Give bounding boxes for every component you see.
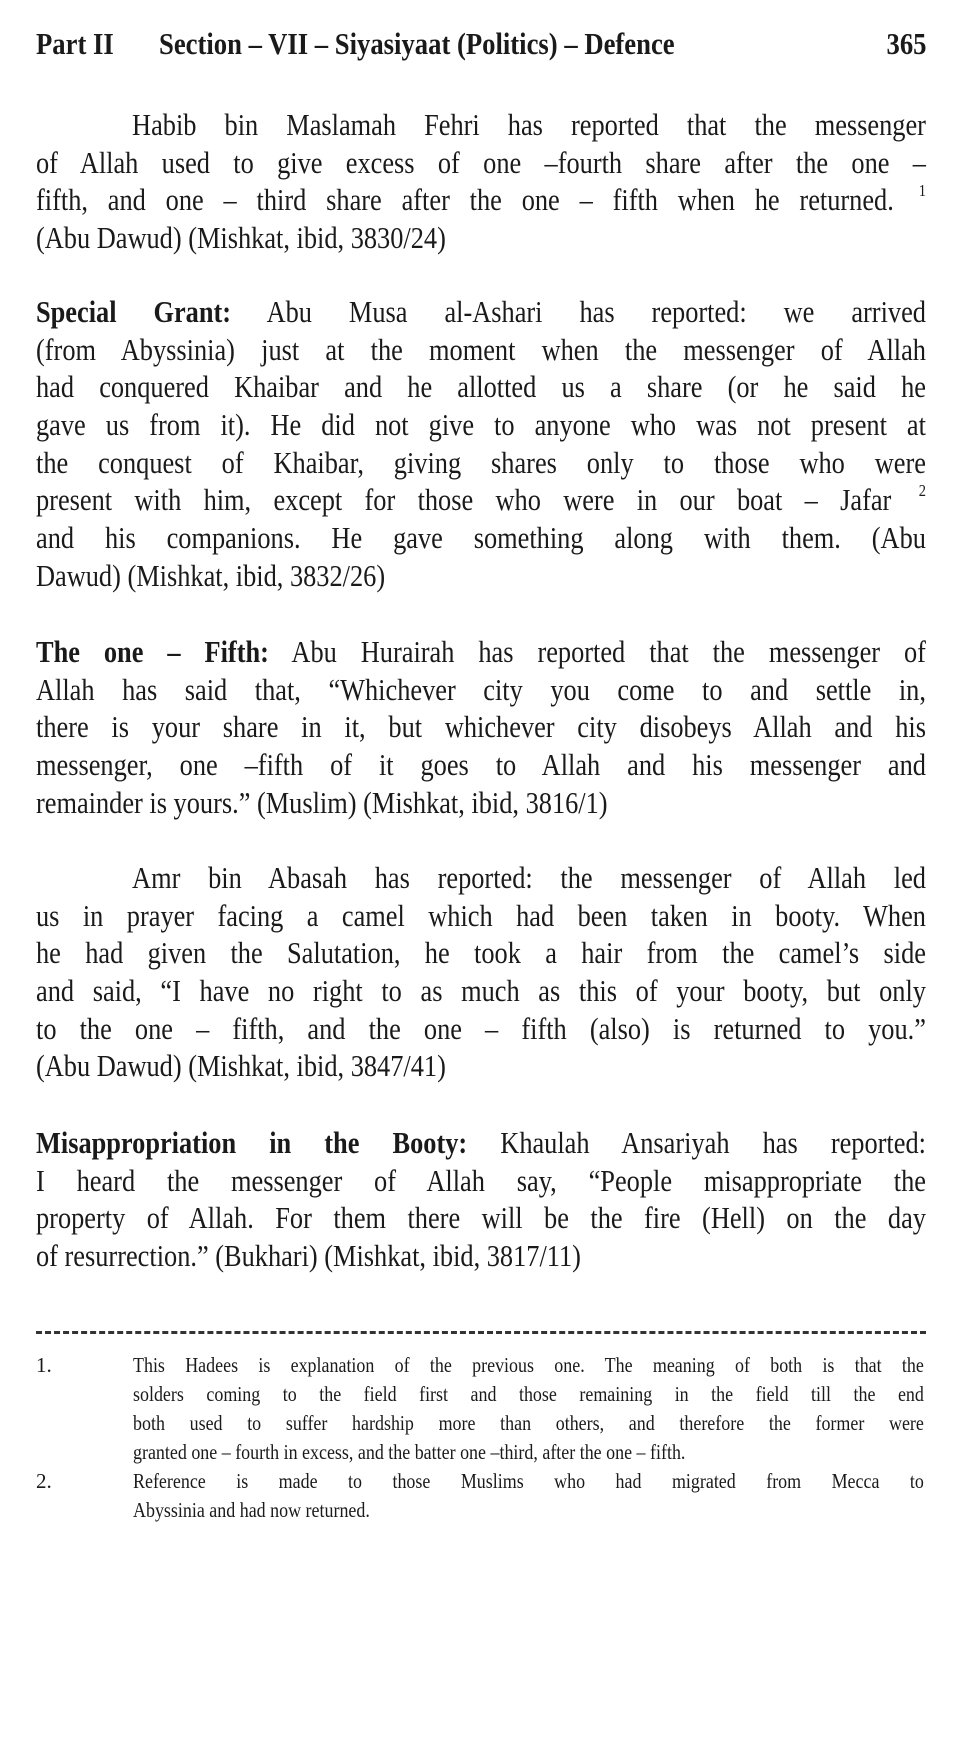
text-line: of resurrection.” (Bukhari) (Mishkat, ibid, 3817/11) bbox=[36, 1238, 581, 1274]
text-line: he had given the Salutation, he took a hair from the camel’s side bbox=[36, 935, 926, 971]
text-line: Misappropriation in the Booty: Khaulah Ansariyah has reported: bbox=[36, 1125, 926, 1160]
text-line: Special Grant: Abu Musa al-Ashari has reported: we arrived bbox=[36, 294, 926, 329]
text-line: present with him, except for those who were in our boat – Jafar $^2$ bbox=[36, 481, 926, 518]
text-line: granted one – fourth in excess, and the batter one –third, after the one – fifth. bbox=[133, 1440, 686, 1464]
paragraph bbox=[36, 633, 926, 821]
section-heading: Special Grant: bbox=[36, 294, 232, 329]
text-line: the conquest of Khaibar, giving shares only to those who were bbox=[36, 444, 926, 480]
text-line: both used to suffer hardship more than others, and therefore the former were bbox=[133, 1411, 924, 1435]
header-part: Part II bbox=[36, 26, 114, 61]
text-line: Allah has said that, “Whichever city you come to and settle in, bbox=[36, 671, 926, 707]
paragraph bbox=[36, 106, 926, 257]
paragraph bbox=[36, 293, 926, 595]
footnote-reference: 1 bbox=[918, 181, 926, 201]
text-line: there is your share in it, but whichever city disobeys Allah and his bbox=[36, 709, 926, 745]
text-line: I heard the messenger of Allah say, “People misappropriate the bbox=[36, 1162, 926, 1198]
text-line: and his companions. He gave something along with them. (Abu bbox=[36, 520, 926, 556]
text-line: solders coming to the field first and those remaining in the field till the end bbox=[133, 1382, 924, 1406]
text-line: The one – Fifth: Abu Hurairah has reported that the messenger of bbox=[36, 634, 926, 669]
footnote-reference: 2 bbox=[918, 481, 926, 501]
text-line: Habib bin Maslamah Fehri has reported that the messenger bbox=[132, 107, 926, 142]
text-line: had conquered Khaibar and he allotted us a share (or he said he bbox=[36, 369, 926, 405]
paragraph bbox=[36, 859, 926, 1085]
footnote-number: 1. bbox=[36, 1353, 52, 1377]
text-line: to the one – fifth, and the one – fifth (also) is returned to you.” bbox=[36, 1010, 926, 1046]
footnote-text bbox=[133, 1351, 924, 1467]
text-line: us in prayer facing a camel which had been taken in booty. When bbox=[36, 897, 926, 933]
text-line: Amr bin Abasah has reported: the messenger of Allah led bbox=[132, 860, 926, 895]
text-line: and said, “I have no right to as much as this of your booty, but only bbox=[36, 973, 926, 1009]
section-heading: Misappropriation in the Booty: bbox=[36, 1125, 468, 1160]
text-line: (Abu Dawud) (Mishkat, ibid, 3847/41) bbox=[36, 1048, 446, 1084]
running-header bbox=[36, 24, 926, 64]
text-line: property of Allah. For them there will be the fire (Hell) on the day bbox=[36, 1200, 926, 1236]
header-section-title: Section – VII – Siyasiyaat (Politics) – Defence bbox=[159, 26, 675, 61]
text-line: of Allah used to give excess of one –fourth share after the one – bbox=[36, 144, 926, 180]
text-line: Reference is made to those Muslims who had migrated from Mecca to bbox=[133, 1469, 924, 1493]
text-line: (from Abyssinia) just at the moment when the messenger of Allah bbox=[36, 331, 926, 367]
text-line: Abyssinia and had now returned. bbox=[133, 1498, 370, 1522]
text-line: gave us from it). He did not give to anyone who was not present at bbox=[36, 407, 926, 443]
text-line: fifth, and one – third share after the one – fifth when he returned. $^1$ bbox=[36, 181, 926, 218]
text-line: (Abu Dawud) (Mishkat, ibid, 3830/24) bbox=[36, 220, 446, 256]
text-line: remainder is yours.” (Muslim) (Mishkat, ibid, 3816/1) bbox=[36, 784, 608, 820]
text-line: This Hadees is explanation of the previous one. The meaning of both is that the bbox=[133, 1353, 924, 1377]
footnote-number: 2. bbox=[36, 1469, 52, 1493]
paragraph bbox=[36, 1124, 926, 1275]
text-line: messenger, one –fifth of it goes to Allah and his messenger and bbox=[36, 747, 926, 783]
text-line: Dawud) (Mishkat, ibid, 3832/26) bbox=[36, 557, 386, 593]
page-number: 365 bbox=[886, 26, 926, 61]
footnote-text bbox=[133, 1467, 924, 1525]
section-heading: The one – Fifth: bbox=[36, 634, 269, 669]
footnote-separator bbox=[36, 1331, 926, 1334]
